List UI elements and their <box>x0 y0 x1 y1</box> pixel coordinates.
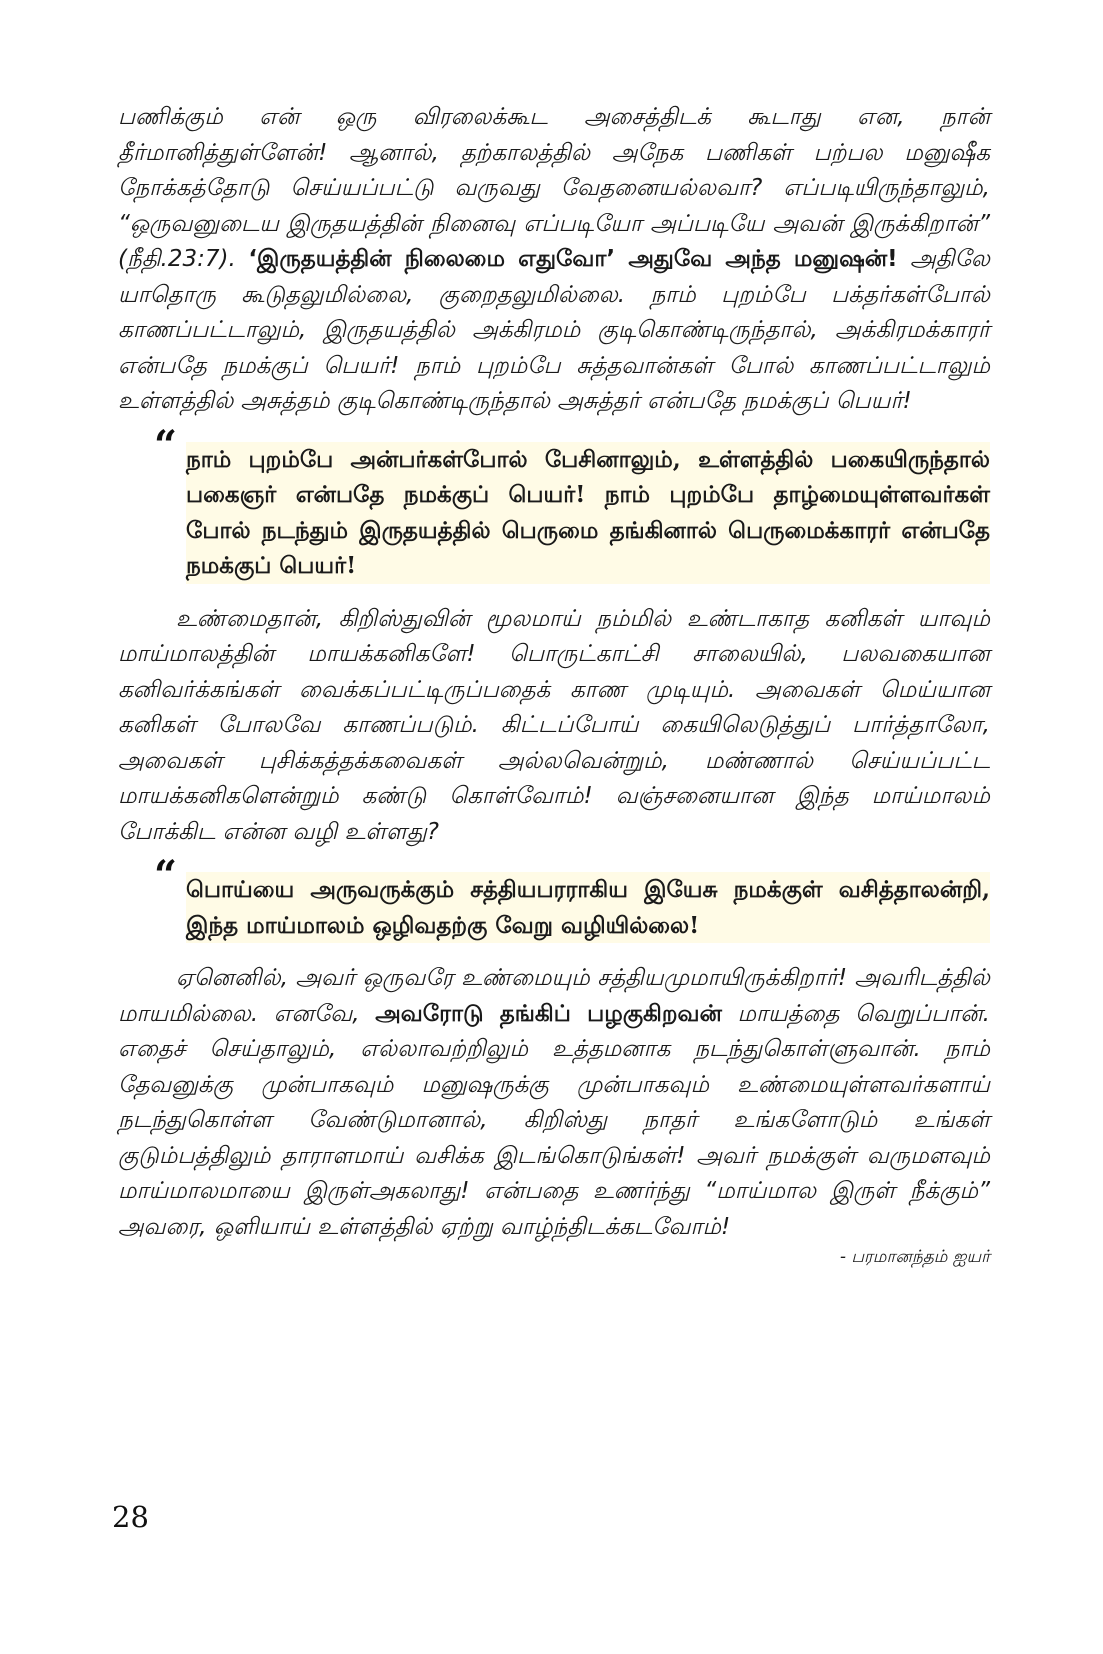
paragraph-3-text-b: மாயத்தை வெறுப்பான். எதைச் செய்தாலும், எல்லாவற்றிலும் உத்தமனாக நடந்துகொள்ளுவான். நாம் தேவனுக்கு முன்பாகவும் மனுஷருக்கு முன்பாகவும் உண்மையுள்ளவர்களாய் நடந்துகொள்ள வேண்டுமானால், கிறிஸ்து நாதர் உங்களோடும் உங்கள் குடும்பத்திலும் தாராளமாய் வசிக்க இடங்கொடுங்கள்! அவர் நமக்குள் வருமளவும் மாய்மாலமாயை இருள்அகலாது! என்பதை உணர்ந்து “மாய்மால இருள் நீக்கும்” அவரை, ஒளியாய் உள்ளத்தில் ஏற்று வாழ்ந்திடக்கடவோம்! <box>118 1000 990 1240</box>
pull-quote-1 <box>118 421 990 584</box>
paragraph-3 <box>118 961 990 1245</box>
paragraph-1-text-a: பணிக்கும் என் ஒரு விரலைக்கூட அசைத்திடக் கூடாது என, நான் தீர்மானித்துள்ளேன்! ஆனால், தற்காலத்தில் அநேக பணிகள் பற்பல மனுஷீக நோக்கத்தோடு செய்யப்பட்டு வருவது வேதனையல்லவா? எப்படியிருந்தாலும், “ஒருவனுடைய இருதயத்தின் நினைவு எப்படியோ அப்படியே அவன் இருக்கிறான்” (நீதி.23:7). <box>118 104 990 272</box>
quote-mark-icon: “ <box>154 421 178 469</box>
page-number: 28 <box>112 1500 149 1534</box>
paragraph-1-text-b: அதிலே யாதொரு கூடுதலுமில்லை, குறைதலுமில்லை. நாம் புறம்பே பக்தர்கள்போல் காணப்பட்டாலும், இருதயத்தில் அக்கிரமம் குடிகொண்டிருந்தால், அக்கிரமக்காரர் என்பதே நமக்குப் பெயர்! நாம் புறம்பே சுத்தவான்கள் போல் காணப்பட்டாலும் உள்ளத்தில் அசுத்தம் குடிகொண்டிருந்தால் அசுத்தர் என்பதே நமக்குப் பெயர்! <box>118 246 990 414</box>
page-body <box>118 100 990 1269</box>
paragraph-2: உண்மைதான், கிறிஸ்துவின் மூலமாய் நம்மில் உண்டாகாத கனிகள் யாவும் மாய்மாலத்தின் மாயக்கனிகளே! பொருட்காட்சி சாலையில், பலவகையான கனிவர்க்கங்கள் வைக்கப்பட்டிருப்பதைக் காண முடியும். அவைகள் மெய்யான கனிகள் போலவே காணப்படும். கிட்டப்போய் கையிலெடுத்துப் பார்த்தாலோ, அவைகள் புசிக்கத்தக்கவைகள் அல்லவென்றும், மண்ணால் செய்யப்பட்ட மாயக்கனிகளென்றும் கண்டு கொள்வோம்! வஞ்சனையான இந்த மாய்மாலம் போக்கிட என்ன வழி உள்ளது? <box>118 605 990 845</box>
pull-quote-1-text: நாம் புறம்பே அன்பர்கள்போல் பேசினாலும், உள்ளத்தில் பகையிருந்தால் பகைஞர் என்பதே நமக்குப் பெயர்! நாம் புறம்பே தாழ்மையுள்ளவர்கள் போல் நடந்தும் இருதயத்தில் பெருமை தங்கினால் பெருமைக்காரர் என்பதே நமக்குப் பெயர்! <box>186 442 990 584</box>
paragraph-3-text-a: ஏனெனில், அவர் ஒருவரே உண்மையும் சத்தியமுமாயிருக்கிறார்! அவரிடத்தில் மாயமில்லை. எனவே, <box>118 965 990 1027</box>
pull-quote-2-text: பொய்யை அருவருக்கும் சத்தியபரராகிய இயேசு நமக்குள் வசித்தாலன்றி, இந்த மாய்மாலம் ஒழிவதற்கு வேறு வழியில்லை! <box>186 872 990 943</box>
paragraph-1-bold: ‘இருதயத்தின் நிலைமை எதுவோ’ அதுவே அந்த மனுஷன்! <box>248 246 898 272</box>
quote-mark-icon: “ <box>154 852 178 899</box>
author-signature: - பரமானந்தம் ஐயர் <box>839 1247 990 1267</box>
pull-quote-2 <box>118 852 990 943</box>
paragraph-3-bold: அவரோடு தங்கிப் பழகுகிறவன் <box>375 1000 722 1027</box>
paragraph-1 <box>118 100 990 420</box>
